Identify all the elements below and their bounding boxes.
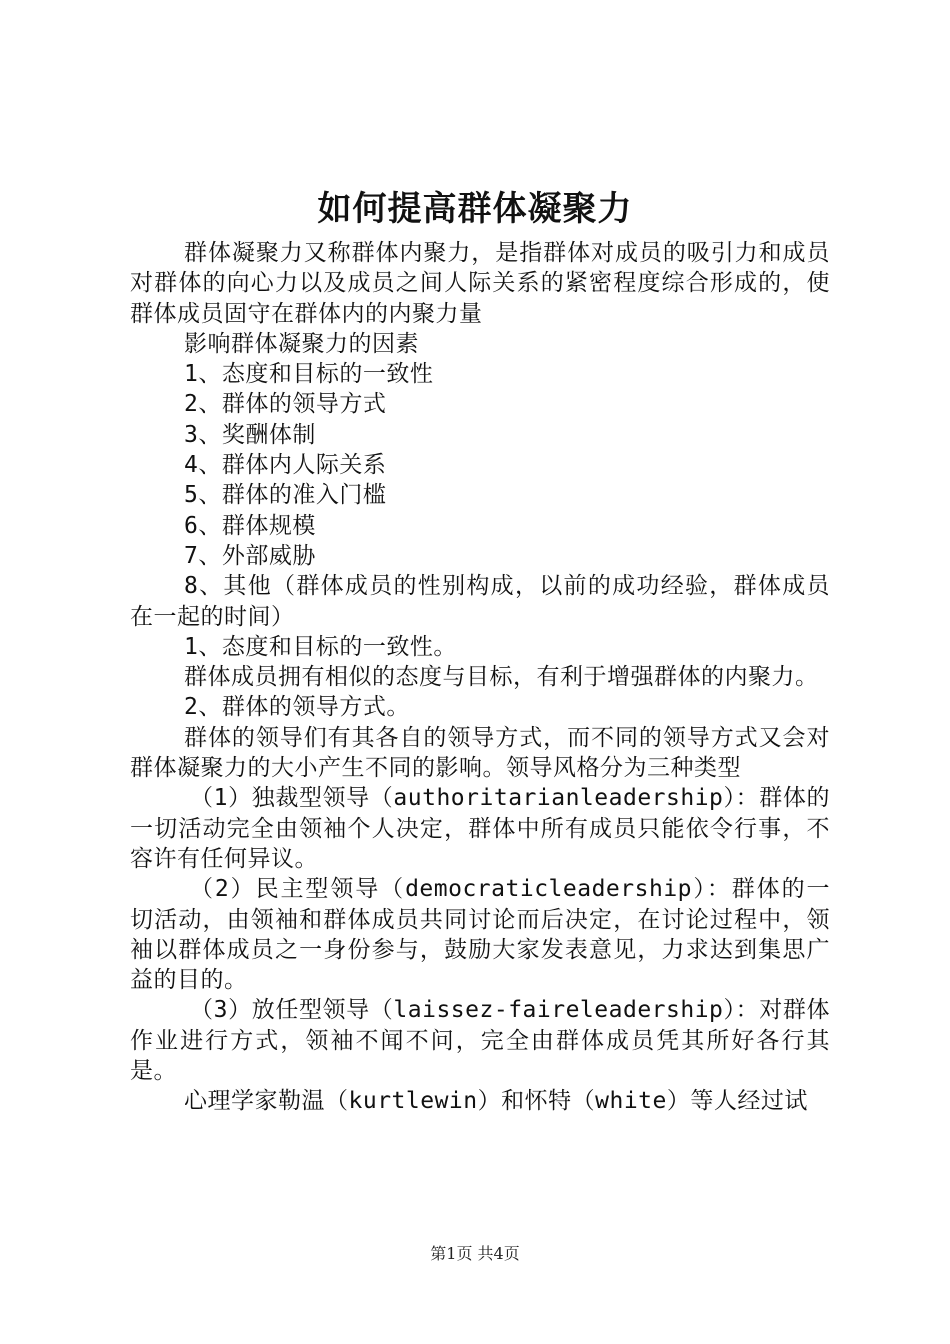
- paragraph-attitude: 群体成员拥有相似的态度与目标，有利于增强群体的内聚力。: [184, 664, 819, 691]
- list-item-factor-3: 3、奖酬体制: [184, 421, 316, 448]
- list-item-factor-2: 2、群体的领导方式: [184, 391, 387, 418]
- list-item-factor-1: 1、态度和目标的一致性: [184, 361, 434, 388]
- list-item-factor-6: 6、群体规模: [184, 512, 316, 539]
- paragraph-laissez-faire: （3）放任型领导（laissez-faireleadership）：对群体作业进行方式，领袖不闻不问，完全由群体成员凭其所好各行其是。: [130, 997, 830, 1085]
- paragraph-democratic: （2）民主型领导（democraticleadership）：群体的一切活动，由领袖和群体成员共同讨论而后决定，在讨论过程中，领袖以群体成员之一身份参与，鼓励大家发表意见，力求达到集思广益的目的。: [130, 876, 830, 994]
- document-title: 如何提高群体凝聚力: [317, 189, 633, 229]
- list-item-factor-7: 7、外部威胁: [184, 542, 316, 569]
- list-item-factor-8: 8、其他（群体成员的性别构成，以前的成功经验，群体成员在一起的时间）: [130, 573, 830, 630]
- document-body: [130, 238, 830, 1117]
- section-heading-attitude: 1、态度和目标的一致性。: [184, 633, 457, 660]
- paragraph-factors-heading: 影响群体凝聚力的因素: [184, 330, 419, 357]
- paragraph-definition: 群体凝聚力又称群体内聚力，是指群体对成员的吸引力和成员对群体的向心力以及成员之间人际关系的紧密程度综合形成的，使群体成员固守在群体内的内聚力量: [130, 240, 830, 327]
- paragraph-authoritarian: （1）独裁型领导（authoritarianleadership）：群体的一切活动完全由领袖个人决定，群体中所有成员只能依令行事，不容许有任何异议。: [130, 785, 830, 872]
- section-heading-leadership: 2、群体的领导方式。: [184, 694, 410, 721]
- paragraph-leadership: 群体的领导们有其各自的领导方式，而不同的领导方式又会对群体凝聚力的大小产生不同的影响。领导风格分为三种类型: [130, 724, 830, 782]
- list-item-factor-4: 4、群体内人际关系: [184, 452, 387, 479]
- page-footer: 第1页 共4页: [430, 1244, 520, 1263]
- list-item-factor-5: 5、群体的准入门槛: [184, 482, 387, 509]
- paragraph-lewin: 心理学家勒温（kurtlewin）和怀特（white）等人经过试: [184, 1088, 808, 1115]
